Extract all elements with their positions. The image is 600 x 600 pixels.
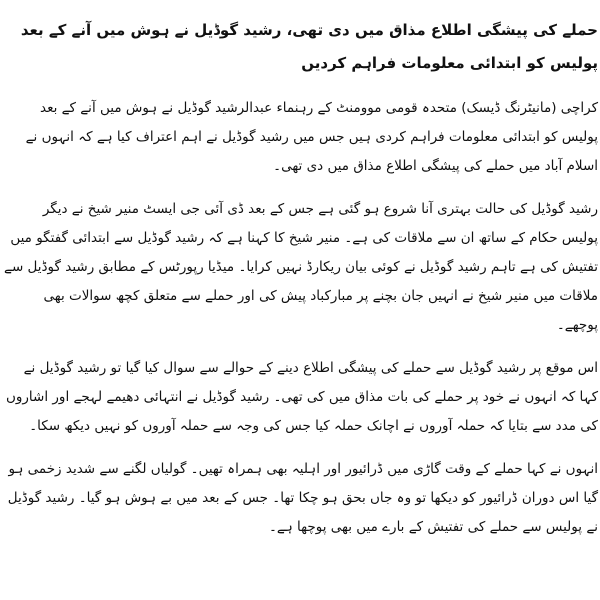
article-paragraph-2: رشید گوڈیل کی حالت بہتری آنا شروع ہو گئی ہے جس کے بعد ڈی آئی جی ایسٹ منیر شیخ نے دیگر پولیس حکام کے ساتھ ان سے ملاقات کی ہے۔ منیر شیخ کا کہنا ہے کہ رشید گوڈیل سے ابتدائی گفتگو میں تفتیش کی ہے تاہم رشید گوڈیل نے کوئی بیان ریکارڈ نہیں کرایا۔ میڈیا رپورٹس کے مطابق رشید گوڈیل سے ملاقات میں منیر شیخ نے انہیں جان بچنے پر مبارکباد پیش کی اور حملے سے متعلق کچھ سوالات بھی پوچھے۔ [4,201,598,333]
article [4,14,598,542]
article-headline: حملے کی پیشگی اطلاع مذاق میں دی تھی، رشید گوڈیل نے ہوش میں آنے کے بعد پولیس کو ابتدائی معلومات فراہم کردیں [20,21,598,72]
article-paragraph-1: کراچی (مانیٹرنگ ڈیسک) متحدہ قومی موومنٹ کے رہنماء عبدالرشید گوڈیل نے ہوش میں آنے کے بعد پولیس کو ابتدائی معلومات فراہم کردی ہیں جس میں رشید گوڈیل نے اہم اعتراف کیا ہے کہ انہوں نے اسلام آباد میں حملے کی پیشگی اطلاع مذاق میں دی تھی۔ [25,100,598,174]
article-paragraph-4: انہوں نے کہا حملے کے وقت گاڑی میں ڈرائیور اور اہلیہ بھی ہمراہ تھیں۔ گولیاں لگنے سے شدید زخمی ہو گیا اس دوران ڈرائیور کو دیکھا تو وہ جاں بحق ہو چکا تھا۔ جس کے بعد میں بے ہوش ہو گیا۔ رشید گوڈیل نے پولیس سے حملے کی تفتیش کے بارے میں بھی پوچھا ہے۔ [7,461,598,535]
article-paragraph-3: اس موقع پر رشید گوڈیل سے حملے کی پیشگی اطلاع دینے کے حوالے سے سوال کیا گیا تو رشید گوڈیل نے کہا کہ انہوں نے خود پر حملے کی بات مذاق میں کی تھی۔ رشید گوڈیل نے انتہائی دھیمے لہجے اور اشاروں کی مدد سے بتایا کہ حملہ آوروں نے اچانک حملہ کیا جس کی وجہ سے حملہ آوروں کو نہیں دیکھ سکا۔ [5,360,598,434]
